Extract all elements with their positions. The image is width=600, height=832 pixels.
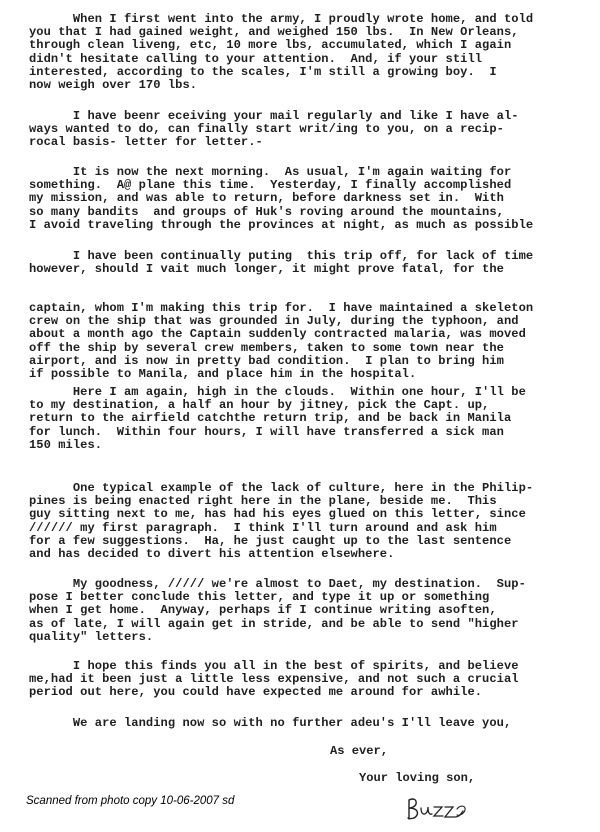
- paragraph-8: [29, 578, 574, 644]
- photocopy-page-break: [0, 280, 600, 300]
- text-line: and has decided to divert his attention elsewhere.: [29, 547, 395, 562]
- text-line: now weigh over 170 lbs.: [29, 78, 198, 93]
- text-line: period out here, you could have expected me around for awhile.: [29, 685, 483, 700]
- text-line: pose I better conclude this letter, and type it up or something: [29, 590, 490, 605]
- text-line: I have been continually puting this trip off, for lack of time: [29, 249, 534, 263]
- text-line: Here I am again, high in the clouds. Within one hour, I'll be: [29, 385, 526, 399]
- paragraph-5: [29, 302, 574, 381]
- paragraph-2: [29, 110, 574, 150]
- text-line: quality" letters.: [29, 629, 154, 644]
- text-line: so many bandits and groups of Huk's roving around the mountains,: [29, 204, 504, 219]
- text-line: if possible to Manila, and place him in the hospital.: [29, 367, 417, 382]
- text-line: My goodness, ///// we're almost to Daet, my destination. Sup-: [29, 577, 526, 591]
- text-line: about a month ago the Captain suddenly contracted malaria, was moved: [29, 327, 526, 342]
- text-line: you that I had gained weight, and weighed 150 lbs. In New Orleans,: [29, 25, 519, 40]
- text-line: me,had it been just a little less expensive, and not such a crucial: [29, 672, 519, 687]
- text-line: We are landing now so with no further adeu's I'll leave you,: [29, 716, 512, 730]
- text-line: interested, according to the scales, I'm still a growing boy. I: [29, 64, 497, 79]
- text-line: I have beenr eceiving your mail regularly and like I have al-: [29, 109, 519, 123]
- text-line: my mission, and was able to return, before darkness set in. With: [29, 191, 504, 206]
- paragraph-1: [29, 13, 574, 92]
- text-line: captain, whom I'm making this trip for. I have maintained a skeleton: [29, 301, 534, 315]
- text-line: return to the airfield catchthe return trip, and be back in Manila: [29, 411, 512, 426]
- text-line: when I get home. Anyway, perhaps if I continue writing asoften,: [29, 603, 497, 618]
- text-line: to my destination, a half an hour by jitney, pick the Capt. up,: [29, 398, 490, 413]
- valediction: Your loving son,: [359, 771, 476, 785]
- closing: As ever,: [330, 744, 389, 758]
- text-line: guy sitting next to me, has had his eyes glued on this letter, since: [29, 507, 526, 522]
- handwritten-signature: [405, 792, 475, 826]
- text-line: One typical example of the lack of culture, here in the Philip-: [29, 481, 534, 495]
- text-line: however, should I vait much longer, it might prove fatal, for the: [29, 262, 504, 277]
- text-line: for a few suggestions. Ha, he just caught up to the last sentence: [29, 533, 512, 548]
- text-line: pines is being enacted right here in the plane, beside me. This: [29, 494, 497, 509]
- paragraph-6: [29, 386, 574, 452]
- text-line: I avoid traveling through the provinces at night, as much as possible: [29, 217, 534, 232]
- text-line: When I first went into the army, I proudly wrote home, and told: [29, 12, 534, 26]
- text-line: ways wanted to do, can finally start writ/ing to you, on a recip-: [29, 122, 504, 137]
- paragraph-7: [29, 482, 574, 561]
- paragraph-4: [29, 250, 574, 276]
- text-line: off the ship by several crew members, taken to some town near the: [29, 340, 504, 355]
- paragraph-3: [29, 166, 574, 232]
- text-line: ////// my first paragraph. I think I'll turn around and ask him: [29, 520, 497, 535]
- text-line: rocal basis- letter for letter.-: [29, 135, 263, 150]
- text-line: I hope this finds you all in the best of spirits, and believe: [29, 659, 519, 673]
- text-line: something. A@ plane this time. Yesterday, I finally accomplished: [29, 178, 512, 193]
- paragraph-10: [29, 717, 574, 730]
- text-line: didn't hesitate calling to your attention. And, if your still: [29, 51, 483, 66]
- text-line: crew on the ship that was grounded in July, during the typhoon, and: [29, 314, 519, 329]
- text-line: as of late, I will again get in stride, and be able to send "higher: [29, 616, 519, 631]
- scan-caption: Scanned from photo copy 10-06-2007 sd: [26, 795, 235, 807]
- text-line: 150 miles.: [29, 437, 103, 452]
- text-line: through clean liveng, etc, 10 more lbs, accumulated, which I again: [29, 38, 512, 53]
- text-line: It is now the next morning. As usual, I'm again waiting for: [29, 165, 512, 179]
- paragraph-9: [29, 660, 574, 700]
- text-line: airport, and is now in pretty bad condition. I plan to bring him: [29, 353, 504, 368]
- text-line: for lunch. Within four hours, I will have transferred a sick man: [29, 424, 504, 439]
